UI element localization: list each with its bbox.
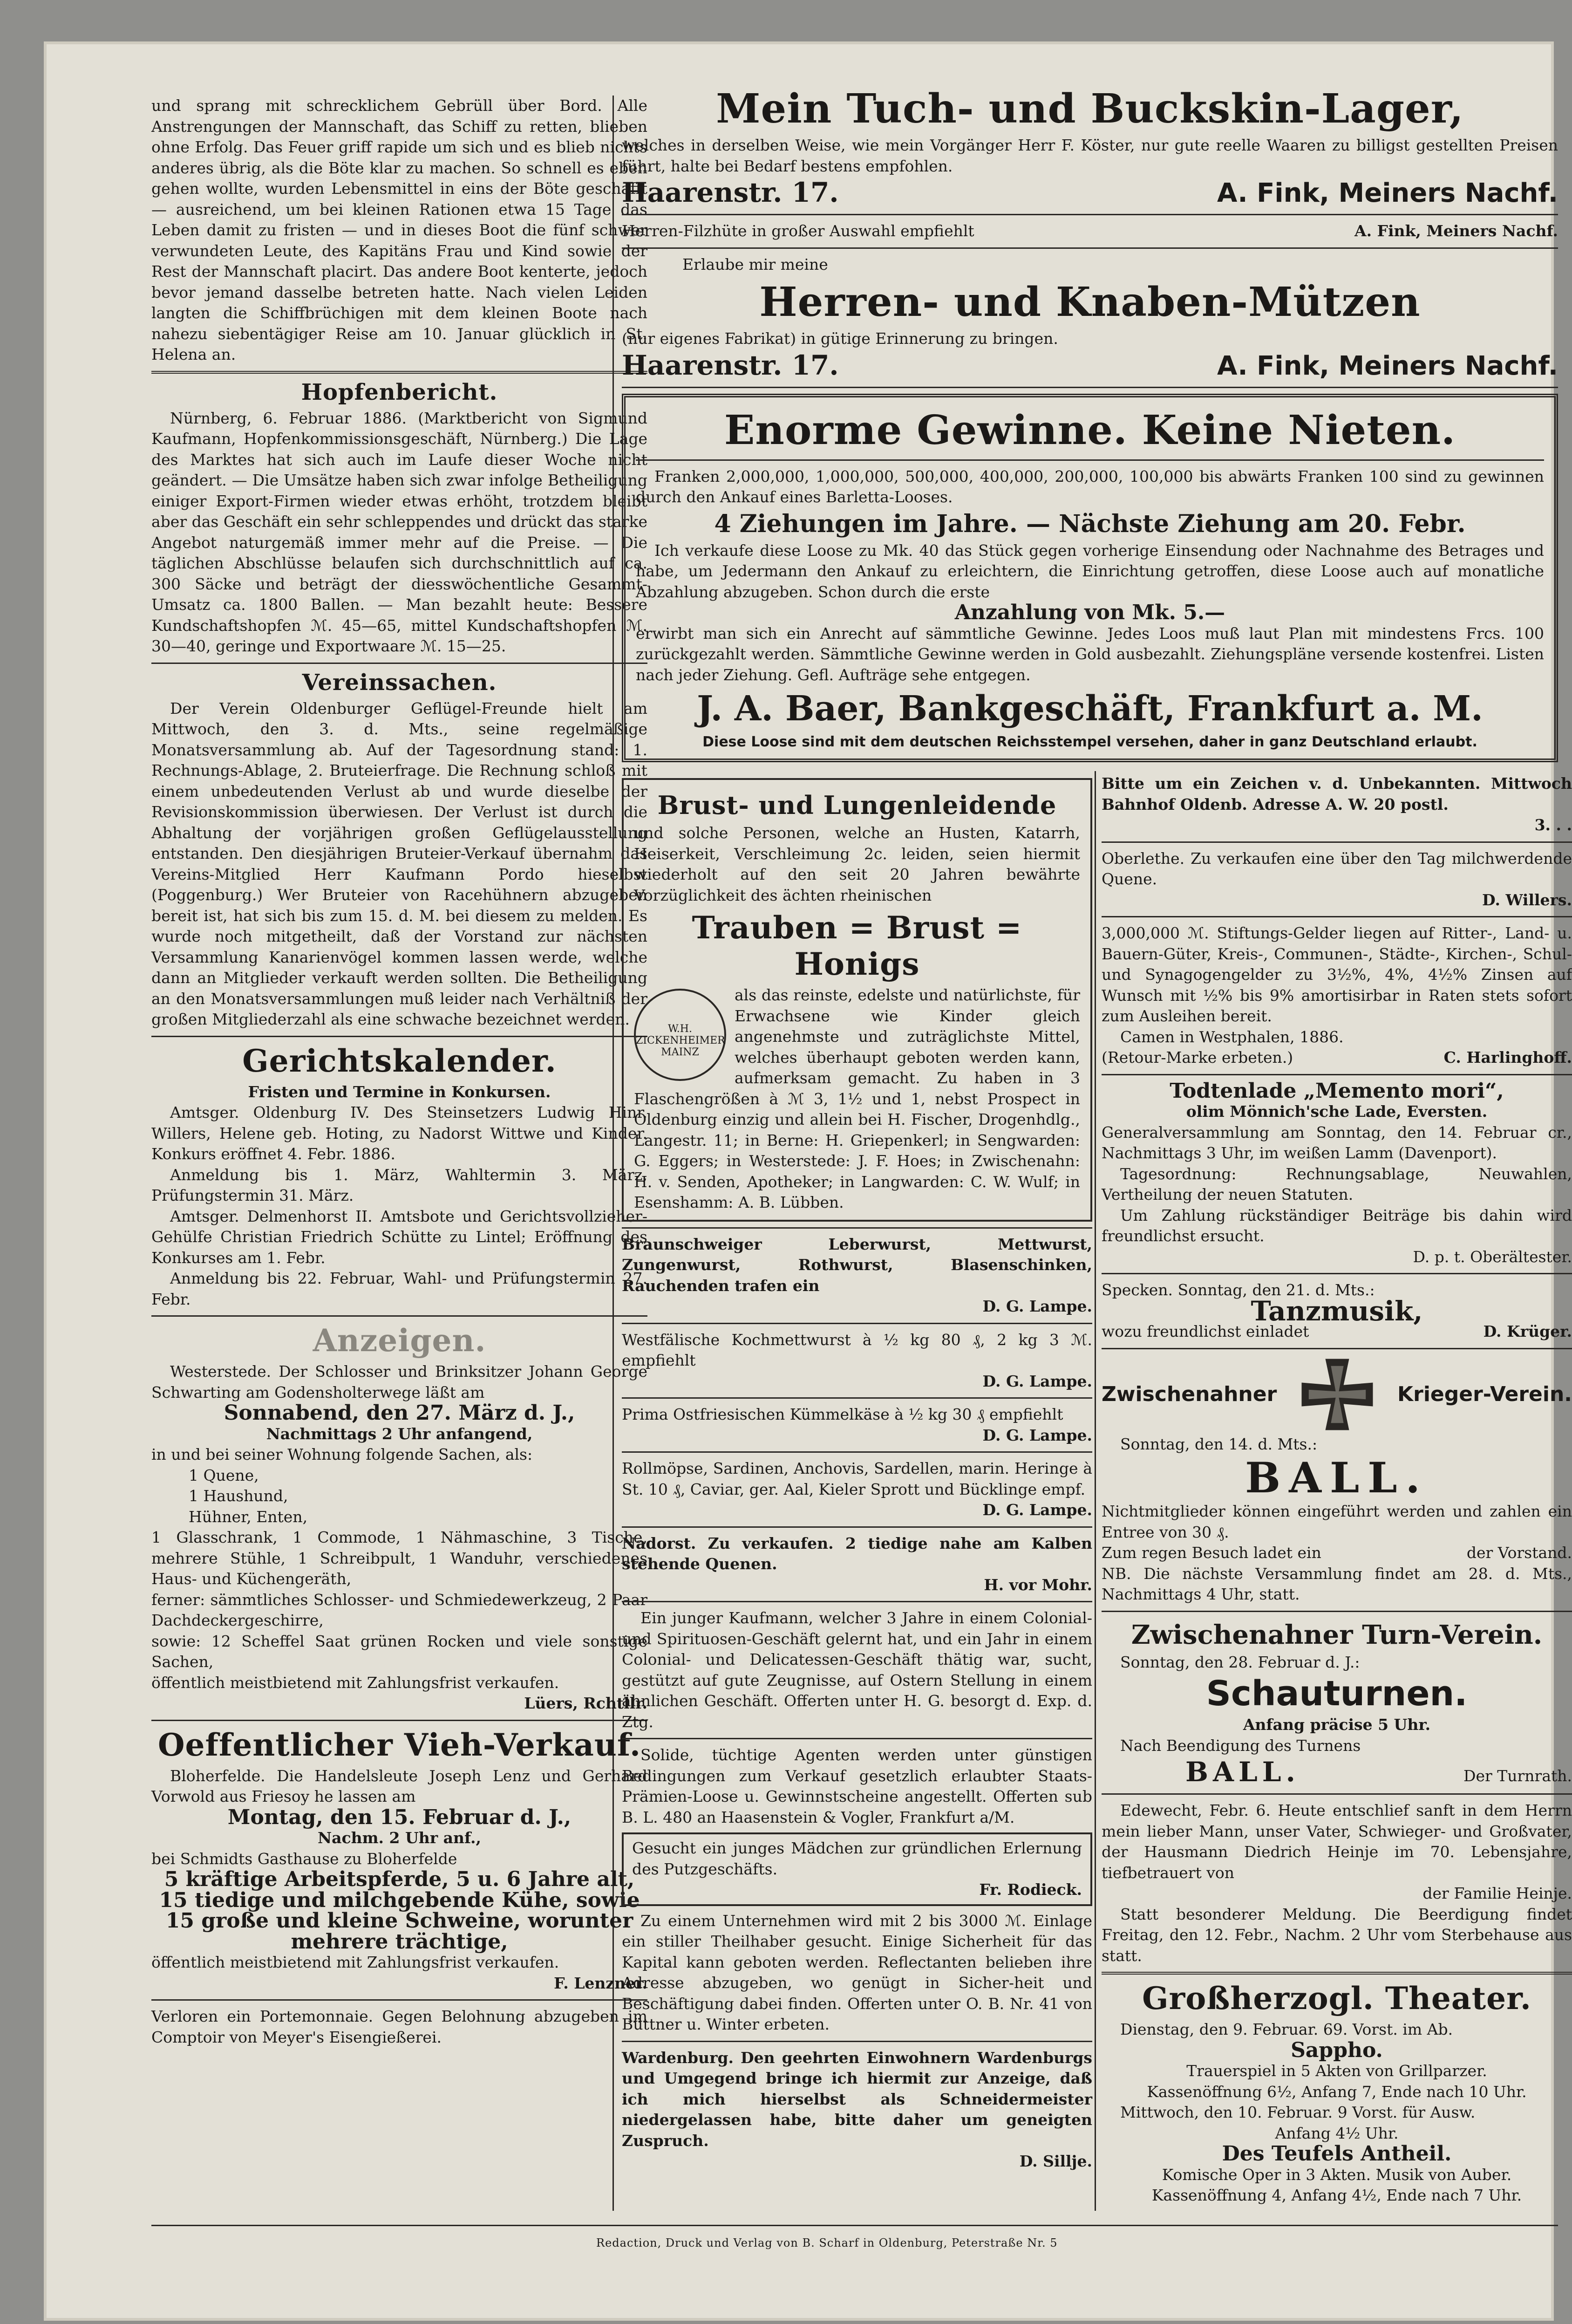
vieh-time: Nachm. 2 Uhr anf., (318, 1829, 481, 1847)
divider (151, 663, 647, 664)
edewecht-notice: Edewecht, Febr. 6. Heute entschlief sanft in dem Herrn mein lieber Mann, unser Vater, Schwieger- und Großvater, der Hausmann Diedrich Heinje im 70. Lebensjahre, tiefbetrauert von (1102, 1801, 1572, 1882)
divider (151, 1036, 647, 1037)
divider (151, 371, 647, 374)
verloren-notice: Verloren ein Portemonnaie. Gegen Belohnung abzugeben im Comptoir von Meyer's Eisengießerei. (151, 2007, 647, 2046)
muetzen-heading: Herren- und Knaben-Mützen (759, 279, 1421, 326)
vieh-intro: Bloherfelde. Die Handelsleute Joseph Lenz und Gerhard Vorwold aus Friesoy he lassen am (151, 1766, 647, 1805)
theater-line: Komische Oper in 3 Akten. Musik von Auber. (1162, 2165, 1512, 2184)
gericht-entry-2: Anmeldung bis 1. März, Wahltermin 3. März, Prüfungstermin 31. März. (151, 1165, 647, 1204)
auction-item: 1 Quene, (189, 1466, 259, 1484)
newspaper-page (47, 44, 1572, 2318)
theater-line: Kassenöffnung 4, Anfang 4½, Ende nach 7 Uhr. (1151, 2186, 1522, 2204)
edewecht-burial: Statt besonderer Meldung. Die Beerdigung findet Freitag, den 12. Febr., Nachm. 2 Uhr vom Sterbehause aus statt. (1102, 1905, 1572, 1965)
filz-text: Herren-Filzhüte in großer Auswahl empfiehlt (622, 222, 974, 240)
muetzen-address-row (622, 349, 1558, 381)
lottery-draws: 4 Ziehungen im Jahre. — Nächste Ziehung am 20. Febr. (714, 509, 1466, 538)
maedchen-signature: Fr. Rodieck. (979, 1880, 1082, 1899)
divider (1102, 1793, 1572, 1795)
divider (622, 1738, 1092, 1739)
stiftung-ad: 3,000,000 ℳ. Stiftungs-Gelder liegen auf Ritter-, Land- u. Bauern-Güter, Kreis-, Communen-, Städte-, Kirchen-, Schul- und Synagogengelder zu 3½%, 4%, 4½% Zinsen auf Wunsch mit ½% bis 9% amortisirbar in Raten stets sofort zum Ausleihen bereit. (1102, 924, 1572, 1025)
theater-line: Mittwoch, den 10. Februar. 9 Vorst. für Ausw. (1120, 2103, 1476, 2121)
turnverein-heading: Zwischenahner Turn-Verein. (1131, 1619, 1543, 1650)
maedchen-ad (622, 1832, 1092, 1906)
krieger-row (1102, 1543, 1572, 1564)
divider (151, 1720, 647, 1721)
krieger-entry: Nichtmitglieder können eingeführt werden und zahlen ein Entree von 30 ₰. (1102, 1502, 1572, 1541)
theater-line: Dienstag, den 9. Februar. 69. Vorst. im Ab. (1120, 2020, 1453, 2038)
turnverein-ball: BALL. (1185, 1756, 1300, 1788)
divider (622, 1397, 1092, 1399)
gericht-entry-1: Amtsger. Oldenburg IV. Des Steinsetzers Ludwig Hinr. Willers, Helene geb. Hoting, zu Nadorst Wittwe und Kinder. Konkurs eröffnet 4. Febr. 1886. (151, 1103, 647, 1163)
column-3 (1102, 773, 1572, 2206)
tuch-firm: A. Fink, Meiners Nachf. (1217, 178, 1558, 208)
theater-line: Kassenöffnung 6½, Anfang 7, Ende nach 10 Uhr. (1147, 2082, 1527, 2101)
column-rule-2 (1095, 771, 1096, 2211)
muetzen-text: (nur eigenes Fabrikat) in gütige Erinnerung zu bringen. (622, 329, 1058, 348)
turn-ball-row (1102, 1756, 1572, 1788)
theater-play-2: Des Teufels Antheil. (1222, 2142, 1452, 2166)
theater-line: Anfang 4½ Uhr. (1275, 2124, 1399, 2142)
turnverein-start: Anfang präcise 5 Uhr. (1243, 1716, 1431, 1734)
auction-closing: öffentlich meistbietend mit Zahlungsfrist verkaufen. (151, 1673, 559, 1692)
divider (1102, 1972, 1572, 1975)
oberlethe-ad: Oberlethe. Zu verkaufen eine über den Tag milchwerdende Quene. (1102, 849, 1572, 888)
gericht-entry-4: Anmeldung bis 22. Februar, Wahl- und Prüfungstermin 27. Febr. (151, 1269, 647, 1308)
vieh-date: Montag, den 15. Februar d. J., (227, 1805, 572, 1829)
krieger-left: Zwischenahner (1102, 1382, 1277, 1406)
auction-item: 1 Glasschrank, 1 Commode, 1 Nähmaschine, 3 Tische, mehrere Stühle, 1 Schreibpult, 1 Wanduhr, verschiedenes Haus- und Küchengeräth, (151, 1528, 647, 1588)
auction-item: ferner: sämmtliches Schlosser- und Schmiedewerkzeug, 2 Paar Dachdeckergeschirre, (151, 1590, 647, 1629)
divider (1102, 916, 1572, 917)
todtenlade-agenda: Tagesordnung: Rechnungsablage, Neuwahlen, Vertheilung der neuen Statuten. (1102, 1164, 1572, 1203)
auction-item: 1 Haushund, (189, 1487, 288, 1505)
footer-rule (151, 2225, 1558, 2226)
agenten-ad: Solide, tüchtige Agenten werden unter günstigen Bedingungen zum Verkauf gesetzlich erlaubter Staats-Prämien-Loose u. Gewinnstscheine angestellt. Offerten sub B. L. 480 an Haasenstein & Vogler, Frankfurt a/M. (622, 1746, 1092, 1826)
imprint-footer: Redaction, Druck und Verlag von B. Scharf in Oldenburg, Peterstraße Nr. 5 (596, 2236, 1058, 2249)
todtenlade-heading: Todtenlade „Memento mori“, (1170, 1079, 1504, 1103)
bitte-number: 3. . . (1534, 816, 1572, 834)
lottery-heading: Enorme Gewinne. Keine Nieten. (724, 406, 1456, 454)
divider (622, 214, 1558, 215)
krieger-right: Krieger-Verein. (1397, 1382, 1572, 1406)
anzeigen-heading: Anzeigen. (313, 1322, 486, 1359)
krieger-invite: Zum regen Besuch ladet ein (1102, 1544, 1321, 1562)
article-intro: und sprang mit schrecklichem Gebrüll über Bord. Alle Anstrengungen der Mannschaft, das Schiff zu retten, blieben ohne Erfolg. Das Feuer griff rapide um sich und es blieb nichts anderes übrig, als die Böte klar zu machen. So schnell es eben gehen wollte, wurden Lebensmittel in eins der Böte geschafft — ausreichend, um bei kleinen Rationen etwa 15 Tage das Leben damit zu fristen — und in dieses Boot die fünf schwer verwundeten Leute, des Kapitäns Frau und Kind sowie der Rest der Mannschaft placirt. Das andere Boot kenterte, jedoch bevor jemand dasselbe betreten hatte. Nach vielen Leiden langten die Schiffbrüchigen mit dem kleinen Boote nach nahezu siebentägiger Reise am 10. Januar glücklich in St. Helena an. (151, 96, 647, 363)
lottery-firm: J. A. Baer, Bankgeschäft, Frankfurt a. M. (697, 689, 1483, 729)
erlaube-text: Erlaube mir meine (682, 255, 828, 273)
stiftung-signature: C. Harlinghoff. (1443, 1048, 1572, 1066)
divider (151, 1315, 647, 1317)
muetzen-address: Haarenstr. 17. (622, 349, 839, 381)
verein-heading: Vereinssachen. (302, 669, 497, 696)
honig-heading: Brust- und Lungenleidende (657, 790, 1057, 820)
lampe-signature: D. G. Lampe. (982, 1372, 1092, 1390)
lottery-text-2: erwirbt man sich ein Anrecht auf sämmtliche Gewinne. Jedes Loos muß laut Plan mit mindestens Frcs. 100 zurückgezahlt werden. Sämmtliche Gewinne werden in Gold ausbezahlt. Ziehungspläne versende kostenfrei. Listen nach jeder Ziehung. Gefl. Aufträge sehe entgegen. (636, 624, 1544, 684)
krieger-date: Sonntag, den 14. d. Mts.: (1120, 1435, 1318, 1453)
seal-text: W.H. ZICKENHEIMER MAINZ (636, 1023, 725, 1058)
divider (1102, 1273, 1572, 1274)
lampe-signature: D. G. Lampe. (982, 1426, 1092, 1444)
auction-signature: Lüers, Rchtllr. (524, 1694, 647, 1712)
divider (151, 1999, 647, 2001)
divider (1102, 841, 1572, 843)
lottery-text: Ich verkaufe diese Loose zu Mk. 40 das Stück gegen vorherige Einsendung oder Nachnahme des Betrages und habe, um Jedermann den Ankauf zu erleichtern, die Einrichtung getroffen, diese Loose auch auf monatliche Abzahlung abzugeben. Schon durch die erste (636, 541, 1544, 601)
divider (622, 1323, 1092, 1324)
krieger-header (1102, 1355, 1572, 1434)
divider (622, 2041, 1092, 2042)
lottery-prizes: Franken 2,000,000, 1,000,000, 500,000, 400,000, 200,000, 100,000 bis abwärts Franken 100 sind zu gewinnen durch den Ankauf eines Barletta-Looses. (636, 467, 1544, 506)
oberlethe-signature: D. Willers. (1482, 890, 1572, 909)
tanz-signature: D. Krüger. (1483, 1322, 1572, 1340)
auction-time: Nachmittags 2 Uhr anfangend, (266, 1424, 533, 1443)
verein-text: Der Verein Oldenburger Geflügel-Freunde hielt am Mittwoch, den 3. d. Mts., seine regelmäßige Monatsversammlung ab. Auf der Tagesordnung stand: 1. Rechnungs-Ablage, 2. Bruteierfrage. Die Rechnung schloß mit einem unbedeutenden Verlust ab und wurde dieselbe der Revisionskommission überwiesen. Der Verlust ist durch die Abhaltung der vorjährigen großen Geflügelausstellung entstanden. Den diesjährigen Bruteier-Verkauf übernahm das Vereins-Mitglied Herr Kaufmann Pordo hieselbst (Poggenburg.) Wer Bruteier von Racehühnern abzugeben bereit ist, hat sich bis zum 15. d. M. bei diesem zu melden. Es wurde noch mitgetheilt, daß der Vorstand zur nächsten Versammlung Kanarienvögel kommen lassen werde, welche dann an Mitglieder verkauft werden sollten. Die Betheiligung an den Monatsversammlungen muß leider nach Verhältniß der großen Mitgliederzahl als eine schwache bezeichnet werden. (151, 699, 647, 1028)
honig-intro: und solche Personen, welche an Husten, Katarrh, Heiserkeit, Verschleimung 2c. leiden, seien hiermit wiederholt auf den seit 20 Jahren bewährte Vorzüglichkeit des ächten rheinischen (634, 824, 1080, 904)
iron-cross-icon (1298, 1355, 1377, 1434)
divider (622, 1526, 1092, 1528)
column-2-bottom (622, 773, 1092, 2172)
divider (1102, 1074, 1572, 1075)
lampe-ad-4: Rollmöpse, Sardinen, Anchovis, Sardellen, marin. Heringe à St. 10 ₰, Caviar, ger. Aal, Kieler Sprott und Bücklinge empf. (622, 1459, 1092, 1498)
theater-line: Trauerspiel in 5 Akten von Grillparzer. (1186, 2062, 1487, 2080)
schauturnen-heading: Schauturnen. (1206, 1674, 1468, 1714)
nadorst-ad: Nadorst. Zu verkaufen. 2 tiedige nahe am Kalben stehende Quenen. (622, 1534, 1092, 1573)
vieh-closing: öffentlich meistbietend mit Zahlungsfrist verkaufen. (151, 1953, 559, 1971)
turnverein-date: Sonntag, den 28. Februar d. J.: (1120, 1653, 1360, 1671)
turnverein-signature: Der Turnrath. (1463, 1767, 1572, 1785)
tuch-text: welches in derselben Weise, wie mein Vorgänger Herr F. Köster, nur gute reelle Waaren zu billigst gestellten Preisen führt, halte bei Bedarf bestens empfohlen. (622, 136, 1558, 175)
lampe-ad-1: Braunschweiger Leberwurst, Mettwurst, Zungenwurst, Rothwurst, Blasenschinken, Rauchenden trafen ein (622, 1235, 1092, 1295)
muetzen-firm: A. Fink, Meiners Nachf. (1217, 350, 1558, 381)
specken-ad: Specken. Sonntag, den 21. d. Mts.: (1102, 1281, 1375, 1299)
divider (636, 459, 1544, 461)
theilhaber-ad: Zu einem Unternehmen wird mit 2 bis 3000 ℳ. Einlage ein stiller Theilhaber gesucht. Einige Sicherheit für das Kapital kann geboten werden. Reflectanten belieben ihre Adresse abzugeben, wo genügt in Sicher-heit und Beschäftigung dabei finden. Offerten unter O. B. Nr. 41 von Büttner u. Winter erbeten. (622, 1911, 1092, 2033)
tuch-heading: Mein Tuch- und Buckskin-Lager, (716, 85, 1464, 132)
lampe-signature: D. G. Lampe. (982, 1501, 1092, 1519)
tanzmusik-heading: Tanzmusik, (1251, 1295, 1423, 1327)
stiftung-row (1102, 1047, 1572, 1068)
hopfen-text: Nürnberg, 6. Februar 1886. (Marktbericht von Sigmund Kaufmann, Hopfenkommissionsgeschäft, Nürnberg.) Die Lage des Marktes hat sich auch im Laufe dieser Woche nicht geändert. — Die Umsätze haben sich zwar infolge Betheiligung einiger Export-Firmen wieder etwas erhöht, trotzdem bleibt aber das Geschäft ein sehr schleppendes und drückt das starke Angebot naturgemäß immer mehr auf die Preise. — Die täglichen Abschlüsse belaufen sich durchschnittlich auf ca. 300 Säcke und beträgt der diesswöchentliche Gesammt-Umsatz ca. 1800 Ballen. — Man bezahlt heute: Bessere Kundschaftshopfen ℳ. 45—65, mittel Kundschaftshopfen ℳ. 30—40, geringe und Exportwaare ℳ. 15—25. (151, 409, 647, 655)
theater-play-1: Sappho. (1291, 2038, 1383, 2062)
honig-text: als das reinste, edelste und natürlichste, für Erwachsene wie Kinder gleich angenehmste und zuträglichste Mittel, welches überhaupt geboten werden kann, aufmerksam gemacht. Zu haben in 3 Flaschengrößen à ℳ 3, 1½ und 1, nebst Prospect in Oldenburg einzig und allein bei H. Fischer, Drogenhdlg., Langestr. 11; in Berne: H. Griepenkerl; in Sengwarden: G. Eggers; in Westerstede: J. F. Hoes; in Zwischenahn: H. v. Senden, Apotheker; in Langwarden: C. W. Wulf; in Esenshamm: A. B. Lübben. (634, 986, 1080, 1211)
krieger-ball: BALL. (1245, 1453, 1429, 1503)
divider (622, 1227, 1092, 1229)
turnverein-after: Nach Beendigung des Turnens (1120, 1736, 1361, 1755)
gericht-heading: Gerichtskalender. (242, 1042, 557, 1079)
tuch-address: Haarenstr. 17. (622, 177, 839, 208)
lottery-ad (622, 394, 1558, 762)
wardenburg-ad: Wardenburg. Den geehrten Einwohnern Wardenburgs und Umgegend bringe ich hiermit zur Anzeige, daß ich mich hierselbst als Schneidermeister niedergelassen habe, bitte daher um geneigten Zuspruch. (622, 2048, 1092, 2150)
stiftung-note: (Retour-Marke erbeten.) (1102, 1048, 1293, 1066)
honig-product: Trauben = Brust = Honigs (692, 909, 1022, 982)
tanz-text: wozu freundlichst einladet (1102, 1322, 1309, 1340)
todtenlade-signature: D. p. t. Oberältester. (1413, 1247, 1572, 1266)
vieh-heading: Oeffentlicher Vieh-Verkauf. (158, 1726, 641, 1763)
auction-item: sowie: 12 Scheffel Saat grünen Rocken und viele sonstige Sachen, (151, 1632, 647, 1671)
honig-ad (622, 778, 1092, 1222)
column-2-top (622, 82, 1558, 767)
vieh-item: 15 tiedige und milchgebende Kühe, sowie 15 große und kleine Schweine, worunter mehrere trächtige, (159, 1888, 640, 1954)
theater-heading: Großherzogl. Theater. (1142, 1980, 1531, 2016)
lottery-stamp-note: Diese Loose sind mit dem deutschen Reichsstempel versehen, daher in ganz Deutschland erlaubt. (702, 734, 1477, 750)
vieh-item: 5 kräftige Arbeitspferde, 5 u. 6 Jahre alt, (164, 1867, 635, 1891)
bitte-ad: Bitte um ein Zeichen v. d. Unbekannten. Mittwoch Bahnhof Oldenb. Adresse A. W. 20 postl. (1102, 774, 1572, 813)
stiftung-place: Camen in Westphalen, 1886. (1120, 1027, 1344, 1046)
gericht-entry-3: Amtsger. Delmenhorst II. Amtsbote und Gerichtsvollzieher-Gehülfe Christian Friedrich Schütte zu Lintel; Eröffnung des Konkurses am 1. Febr. (151, 1207, 647, 1267)
vieh-signature: F. Lenzner. (554, 1974, 647, 1992)
divider (622, 1451, 1092, 1453)
lampe-ad-3: Prima Ostfriesischen Kümmelkäse à ½ kg 30 ₰ empfiehlt (622, 1405, 1063, 1423)
maedchen-text: Gesucht ein junges Mädchen zur gründlichen Erlernung des Putzgeschäfts. (632, 1839, 1082, 1878)
hopfen-heading: Hopfenbericht. (301, 379, 498, 405)
lampe-signature: D. G. Lampe. (982, 1297, 1092, 1315)
lampe-ad-2: Westfälische Kochmettwurst à ½ kg 80 ₰, 2 kg 3 ℳ. empfiehlt (622, 1330, 1092, 1369)
todtenlade-payment: Um Zahlung rückständiger Beiträge bis dahin wird freundlichst ersucht. (1102, 1206, 1572, 1245)
auction-text: in und bei seiner Wohnung folgende Sachen, als: (151, 1445, 533, 1463)
divider (622, 1601, 1092, 1602)
auction-item: Hühner, Enten, (189, 1507, 308, 1526)
lottery-deposit: Anzahlung von Mk. 5.— (954, 601, 1225, 624)
edewecht-signature: der Familie Heinje. (1422, 1884, 1572, 1902)
krieger-nb: NB. Die nächste Versammlung findet am 28. d. Mts., Nachmittags 4 Uhr, statt. (1102, 1564, 1572, 1603)
auction-date: Sonnabend, den 27. März d. J., (224, 1401, 575, 1425)
divider (1102, 1348, 1572, 1349)
divider (1102, 1611, 1572, 1612)
todtenlade-text: Generalversammlung am Sonntag, den 14. Februar cr., Nachmittags 3 Uhr, im weißen Lamm (Davenport). (1102, 1123, 1572, 1162)
honig-seal-logo (634, 989, 726, 1081)
gericht-subheading: Fristen und Termine in Konkursen. (248, 1082, 551, 1101)
filz-row (622, 221, 1558, 242)
divider (622, 387, 1558, 388)
kaufmann-ad: Ein junger Kaufmann, welcher 3 Jahre in einem Colonial- und Spirituosen-Geschäft gelernt hat, und ein Jahr in einem Colonial- und Delicatessen-Geschäft thätig war, sucht, gestützt auf gute Zeugnisse, auf Ostern Stellung in einem ähnlichen Geschäft. Offerten unter H. G. besorgt d. Exp. d. Ztg. (622, 1609, 1092, 1731)
filz-firm: A. Fink, Meiners Nachf. (1354, 222, 1558, 240)
wardenburg-signature: D. Sillje. (1019, 2152, 1092, 2170)
divider (622, 247, 1558, 249)
tuch-address-row (622, 177, 1558, 208)
column-1 (151, 96, 647, 2048)
todtenlade-subheading: olim Mönnich'sche Lade, Eversten. (1186, 1102, 1488, 1121)
auction-intro: Westerstede. Der Schlosser und Brinksitzer Johann George Schwarting am Godensholterwege läßt am (151, 1362, 647, 1401)
vieh-location: bei Schmidts Gasthause zu Bloherfelde (151, 1849, 457, 1868)
nadorst-signature: H. vor Mohr. (984, 1575, 1092, 1594)
krieger-signature: der Vorstand. (1466, 1544, 1572, 1562)
